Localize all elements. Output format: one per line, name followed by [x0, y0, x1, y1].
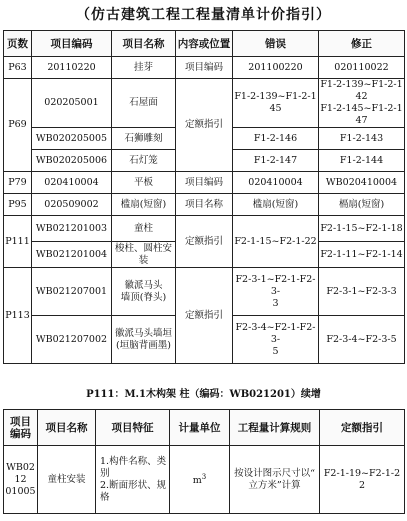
fix-cell: F1-2-143 — [319, 128, 405, 150]
page-cell: P113 — [4, 268, 32, 364]
table-row — [4, 172, 405, 194]
fix-cell: 槅扇(短窗) — [319, 194, 405, 216]
supplement-table — [3, 409, 405, 514]
header-fix: 修正 — [319, 31, 405, 57]
name-cell: 童柱安装 — [38, 446, 96, 514]
supplement-header-row — [4, 410, 405, 446]
error-cell: F1-2-146 — [233, 128, 319, 150]
name-cell: 徽派马头 墙顶(脊头) — [112, 268, 176, 316]
fix-cell: F2-1-15~F2-1-18 — [319, 216, 405, 242]
error-cell: F1-2-147 — [233, 150, 319, 172]
error-cell: F2-1-15~F2-1-22 — [233, 216, 319, 268]
fix-cell: 020110022 — [319, 57, 405, 79]
table-row — [4, 268, 405, 316]
page-title: （仿古建筑工程工程量清单计价指引） — [76, 7, 331, 23]
quota-cell: F2-1-19~F2-1-22 — [320, 446, 405, 514]
code-cell: WB021201003 — [32, 216, 112, 242]
table-row — [4, 216, 405, 242]
code-cell: WB021201004 — [32, 242, 112, 268]
error-cell: F2-3-1~F2-1-F2-3- 3 — [233, 268, 319, 316]
header-code: 项目编码 — [32, 31, 112, 57]
table-row — [4, 194, 405, 216]
header-features: 项目特征 — [96, 410, 170, 446]
code-cell: 020410004 — [32, 172, 112, 194]
table-row — [4, 57, 405, 79]
supplement-caption: P111：M.1木构架 柱（编码：WB021201）续增 — [86, 389, 321, 400]
fix-cell: F1-2-144 — [319, 150, 405, 172]
header-name: 项目名称 — [38, 410, 96, 446]
header-position: 内容或位置 — [176, 31, 233, 57]
error-cell: 槛扇(短窗) — [233, 194, 319, 216]
page-cell: P63 — [4, 57, 32, 79]
table-row — [4, 79, 405, 128]
table-row — [4, 446, 405, 514]
header-code: 项目 编码 — [4, 410, 38, 446]
page-cell: P111 — [4, 216, 32, 268]
features-cell: 1.构件名称、类别 2.断面形状、规格 — [96, 446, 170, 514]
page-cell: P95 — [4, 194, 32, 216]
unit-cell — [170, 446, 230, 514]
fix-cell: F2-3-1~F2-3-3 — [319, 268, 405, 316]
code-cell: WB020205005 — [32, 128, 112, 150]
code-cell: 020509002 — [32, 194, 112, 216]
errata-table — [3, 30, 405, 364]
code-cell: WB020205006 — [32, 150, 112, 172]
fix-cell: F2-1-11~F2-1-14 — [319, 242, 405, 268]
name-cell: 梭柱、圆柱安装 — [112, 242, 176, 268]
unit-text: m — [192, 475, 202, 487]
header-unit: 计量单位 — [170, 410, 230, 446]
rule-cell: 按设计图示尺寸以“ 立方米”计算 — [230, 446, 320, 514]
error-cell: F2-3-4~F2-1-F2-3- 5 — [233, 316, 319, 364]
page-cell: P79 — [4, 172, 32, 194]
name-cell: 平板 — [112, 172, 176, 194]
name-cell: 挂芽 — [112, 57, 176, 79]
position-cell: 项目名称 — [176, 194, 233, 216]
position-cell: 项目编码 — [176, 57, 233, 79]
fix-cell: F1-2-139~F1-2-142 F1-2-145~F1-2-147 — [320, 79, 403, 126]
errata-header-row — [4, 31, 405, 57]
error-cell: F1-2-139~F1-2-145 — [233, 79, 319, 128]
header-name: 项目名称 — [112, 31, 176, 57]
position-cell: 定额指引 — [176, 79, 233, 172]
header-page: 页数 — [4, 31, 32, 57]
fix-cell: WB020410004 — [319, 172, 405, 194]
code-cell: WB021207002 — [32, 316, 112, 364]
fix-cell: F2-3-4~F2-3-5 — [319, 316, 405, 364]
name-cell: 石灯笼 — [112, 150, 176, 172]
name-cell: 徽派马头墙垣 (垣脑背画墨) — [112, 316, 176, 364]
code-cell: WB0212 01005 — [4, 446, 38, 514]
header-quota: 定额指引 — [320, 410, 405, 446]
name-cell: 石屋面 — [112, 79, 176, 128]
position-cell: 项目编码 — [176, 172, 233, 194]
page-cell: P69 — [4, 79, 32, 172]
unit-superscript: 3 — [201, 473, 207, 482]
code-cell: 20110220 — [32, 57, 112, 79]
name-cell: 石狮雕刻 — [112, 128, 176, 150]
name-cell: 槛扇(短窗) — [112, 194, 176, 216]
code-cell: WB021207001 — [32, 268, 112, 316]
error-cell: 020410004 — [233, 172, 319, 194]
code-cell: 020205001 — [32, 79, 112, 128]
header-rule: 工程量计算规则 — [230, 410, 320, 446]
position-cell: 定额指引 — [176, 268, 233, 364]
error-cell: 201100220 — [233, 57, 319, 79]
name-cell: 童柱 — [112, 216, 176, 242]
position-cell: 定额指引 — [176, 216, 233, 268]
header-error: 错误 — [233, 31, 319, 57]
